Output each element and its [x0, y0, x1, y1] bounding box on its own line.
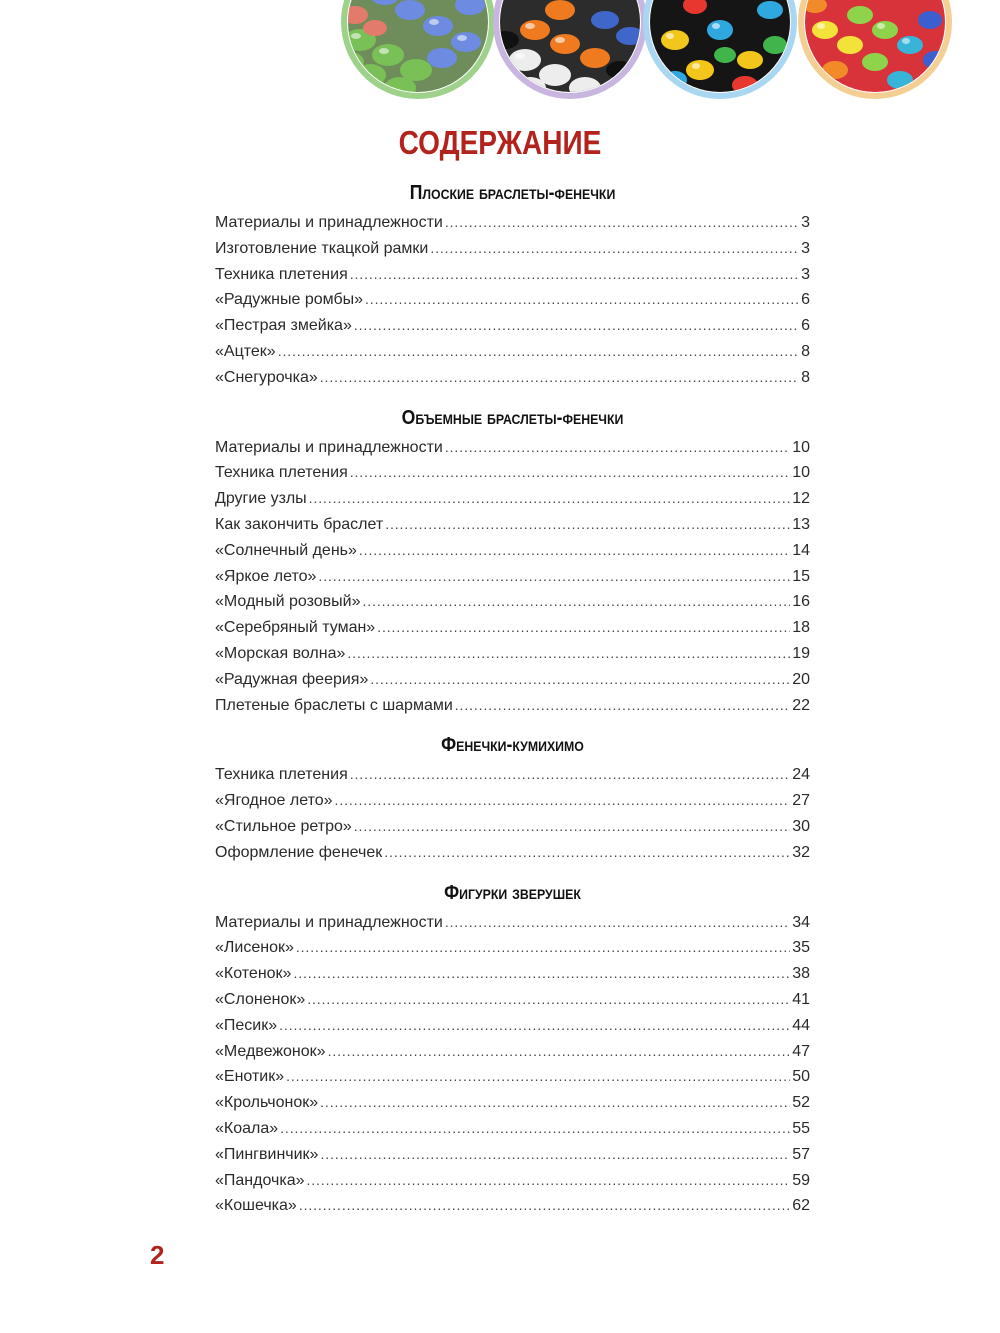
toc-entry[interactable] — [215, 339, 810, 365]
toc-entry-label: Техника плетения — [215, 766, 348, 784]
toc-entry-label: «Модный розовый» — [215, 593, 361, 611]
toc-entry-page: 10 — [792, 464, 810, 482]
toc-entry-page: 44 — [792, 1016, 810, 1034]
toc-entry-page: 27 — [792, 792, 810, 810]
toc-entry-label: Плетеные браслеты с шармами — [215, 696, 453, 714]
toc-entry-label: «Стильное ретро» — [215, 817, 352, 835]
toc-entry[interactable] — [215, 589, 810, 615]
toc-entry-page: 22 — [792, 696, 810, 714]
toc-entry-page: 18 — [792, 619, 810, 637]
toc-entry[interactable] — [215, 1064, 810, 1090]
toc-entry[interactable] — [215, 935, 810, 961]
dot-leader — [296, 935, 790, 961]
toc-entry-label: «Снегурочка» — [215, 368, 318, 386]
toc-entry[interactable] — [215, 1168, 810, 1194]
toc-entry-page: 41 — [792, 990, 810, 1008]
dot-leader — [318, 564, 790, 590]
toc-entry[interactable] — [215, 1142, 810, 1168]
dot-leader — [354, 313, 799, 339]
toc-entry-page: 32 — [792, 843, 810, 861]
toc-entry-page: 14 — [792, 541, 810, 559]
toc-section — [215, 876, 810, 1220]
dot-leader — [335, 788, 791, 814]
toc-entry-page: 19 — [792, 644, 810, 662]
dot-leader — [350, 460, 790, 486]
toc-entry-label: «Лисенок» — [215, 939, 294, 957]
toc-entry-page: 3 — [801, 265, 810, 283]
toc-entry-label: «Серебряный туман» — [215, 619, 376, 637]
toc-entry[interactable] — [215, 460, 810, 486]
toc-entry[interactable] — [215, 762, 810, 788]
dot-leader — [347, 641, 790, 667]
toc-entry[interactable] — [215, 1090, 810, 1116]
toc-section — [215, 401, 810, 719]
section-gap — [215, 718, 810, 728]
toc-entry-page: 10 — [792, 438, 810, 456]
toc-entry[interactable] — [215, 538, 810, 564]
toc-entry[interactable] — [215, 486, 810, 512]
toc-entry-page: 62 — [792, 1197, 810, 1215]
dot-leader — [307, 987, 790, 1013]
toc-entry-page: 15 — [792, 567, 810, 585]
toc-entry-label: Изготовление ткацкой рамки — [215, 239, 429, 257]
section-gap — [215, 866, 810, 876]
toc-entry[interactable] — [215, 961, 810, 987]
dot-leader — [280, 1116, 790, 1142]
dot-leader — [278, 339, 799, 365]
toc-entry-label: «Медвежонок» — [215, 1042, 326, 1060]
toc-entry[interactable] — [215, 313, 810, 339]
toc-entry-label: «Радужная феерия» — [215, 670, 369, 688]
toc-entry[interactable] — [215, 987, 810, 1013]
toc-entry-label: «Морская волна» — [215, 644, 346, 662]
dot-leader — [309, 486, 791, 512]
dot-leader — [320, 1090, 790, 1116]
toc-entry-page: 38 — [792, 965, 810, 983]
dot-leader — [445, 910, 790, 936]
toc-entry-label: Техника плетения — [215, 265, 348, 283]
toc-entry[interactable] — [215, 1013, 810, 1039]
toc-entry-page: 6 — [801, 291, 810, 309]
toc-entry[interactable] — [215, 564, 810, 590]
dot-leader — [279, 1013, 790, 1039]
dot-leader — [377, 615, 790, 641]
toc-entry-page: 3 — [801, 239, 810, 257]
toc-entry-label: «Коала» — [215, 1119, 279, 1137]
toc-entry-label: «Кошечка» — [215, 1197, 297, 1215]
toc-entry[interactable] — [215, 262, 810, 288]
toc-entry-label: Как закончить браслет — [215, 515, 384, 533]
toc-entry-label: Материалы и принадлежности — [215, 214, 443, 231]
dot-leader — [293, 961, 790, 987]
toc-entry-page: 8 — [801, 342, 810, 360]
toc-entry[interactable] — [215, 365, 810, 391]
dot-leader — [384, 840, 790, 866]
toc-entry-label: «Котенок» — [215, 965, 292, 983]
bead-circle-green-blue — [336, 0, 500, 100]
page-number: 2 — [150, 1240, 165, 1270]
toc-entry[interactable] — [215, 1116, 810, 1142]
dot-leader — [286, 1064, 790, 1090]
toc-entry-page: 30 — [792, 817, 810, 835]
toc-entry-page: 50 — [792, 1068, 810, 1086]
toc-entry-label: «Пестрая змейка» — [215, 317, 352, 335]
dot-leader — [328, 1039, 791, 1065]
toc-entry[interactable] — [215, 693, 810, 719]
toc-entry-label: Другие узлы — [215, 490, 307, 508]
dot-leader — [320, 365, 799, 391]
toc-entry-page: 59 — [792, 1171, 810, 1189]
dot-leader — [455, 693, 790, 719]
toc-entry-label: «Яркое лето» — [215, 567, 317, 585]
table-of-contents — [215, 176, 810, 1219]
toc-entry-label: Материалы и принадлежности — [215, 438, 443, 456]
toc-entry-label: Материалы и принадлежности — [215, 913, 443, 931]
toc-section — [215, 728, 810, 865]
toc-entry-label: «Ягодное лето» — [215, 792, 333, 810]
dot-leader — [445, 210, 799, 236]
bead-circle-orange-black — [490, 0, 650, 100]
toc-entry[interactable] — [215, 512, 810, 538]
dot-leader — [363, 589, 791, 615]
toc-entry[interactable] — [215, 615, 810, 641]
toc-entry[interactable] — [215, 1039, 810, 1065]
toc-entry-page: 55 — [792, 1119, 810, 1137]
toc-entry-label: Техника плетения — [215, 464, 348, 482]
toc-entry[interactable] — [215, 435, 810, 461]
toc-entry-page: 34 — [792, 913, 810, 931]
toc-entry-label: «Ацтек» — [215, 342, 276, 360]
toc-entry[interactable] — [215, 1193, 810, 1219]
dot-leader — [365, 287, 799, 313]
bead-circle-rainbow — [795, 0, 955, 100]
dot-leader — [320, 1142, 790, 1168]
dot-leader — [299, 1193, 790, 1219]
toc-entry-page: 13 — [792, 515, 810, 533]
toc-entry-label: «Пингвинчик» — [215, 1145, 319, 1163]
bead-photo-banner — [330, 0, 970, 112]
toc-entry[interactable] — [215, 814, 810, 840]
toc-entry-page: 52 — [792, 1094, 810, 1112]
toc-entry[interactable] — [215, 287, 810, 313]
toc-entry-label: «Крольчонок» — [215, 1094, 319, 1112]
toc-entry-page: 24 — [792, 766, 810, 784]
toc-entry-label: «Песик» — [215, 1016, 278, 1034]
page-title: СОДЕРЖАНИЕ — [398, 124, 602, 161]
toc-entry[interactable] — [215, 840, 810, 866]
dot-leader — [359, 538, 790, 564]
toc-entry-label: «Радужные ромбы» — [215, 291, 364, 309]
dot-leader — [350, 762, 790, 788]
toc-entry-label: «Енотик» — [215, 1068, 285, 1086]
toc-entry[interactable] — [215, 788, 810, 814]
dot-leader — [445, 435, 790, 461]
toc-entry-page: 12 — [792, 490, 810, 508]
toc-entry-page: 57 — [792, 1145, 810, 1163]
toc-entry-page: 3 — [801, 214, 810, 231]
section-title: Плоские браслеты-фенечки — [409, 182, 616, 204]
toc-entry-label: «Солнечный день» — [215, 541, 357, 559]
toc-entry-label: Оформление фенечек — [215, 843, 383, 861]
toc-entry[interactable] — [215, 236, 810, 262]
toc-entry[interactable] — [215, 641, 810, 667]
toc-entry-page: 20 — [792, 670, 810, 688]
section-title: Фигурки зверушек — [444, 881, 581, 904]
toc-entry[interactable] — [215, 210, 810, 236]
bead-circle-multicolor — [640, 0, 800, 100]
toc-entry[interactable] — [215, 667, 810, 693]
toc-entry-page: 35 — [792, 939, 810, 957]
toc-entry-page: 6 — [801, 317, 810, 335]
toc-entry-page: 16 — [792, 593, 810, 611]
toc-section — [215, 176, 810, 391]
toc-entry-label: «Пандочка» — [215, 1171, 305, 1189]
section-gap — [215, 391, 810, 401]
dot-leader — [385, 512, 790, 538]
dot-leader — [350, 262, 799, 288]
toc-entry-page: 47 — [792, 1042, 810, 1060]
toc-entry[interactable] — [215, 910, 810, 936]
dot-leader — [430, 236, 799, 262]
section-title: Объемные браслеты-фенечки — [401, 406, 624, 429]
toc-entry-page: 8 — [801, 368, 810, 386]
section-title: Фенечки-кумихимо — [441, 734, 584, 757]
dot-leader — [354, 814, 790, 840]
dot-leader — [370, 667, 790, 693]
dot-leader — [307, 1168, 791, 1194]
toc-entry-label: «Слоненок» — [215, 990, 306, 1008]
